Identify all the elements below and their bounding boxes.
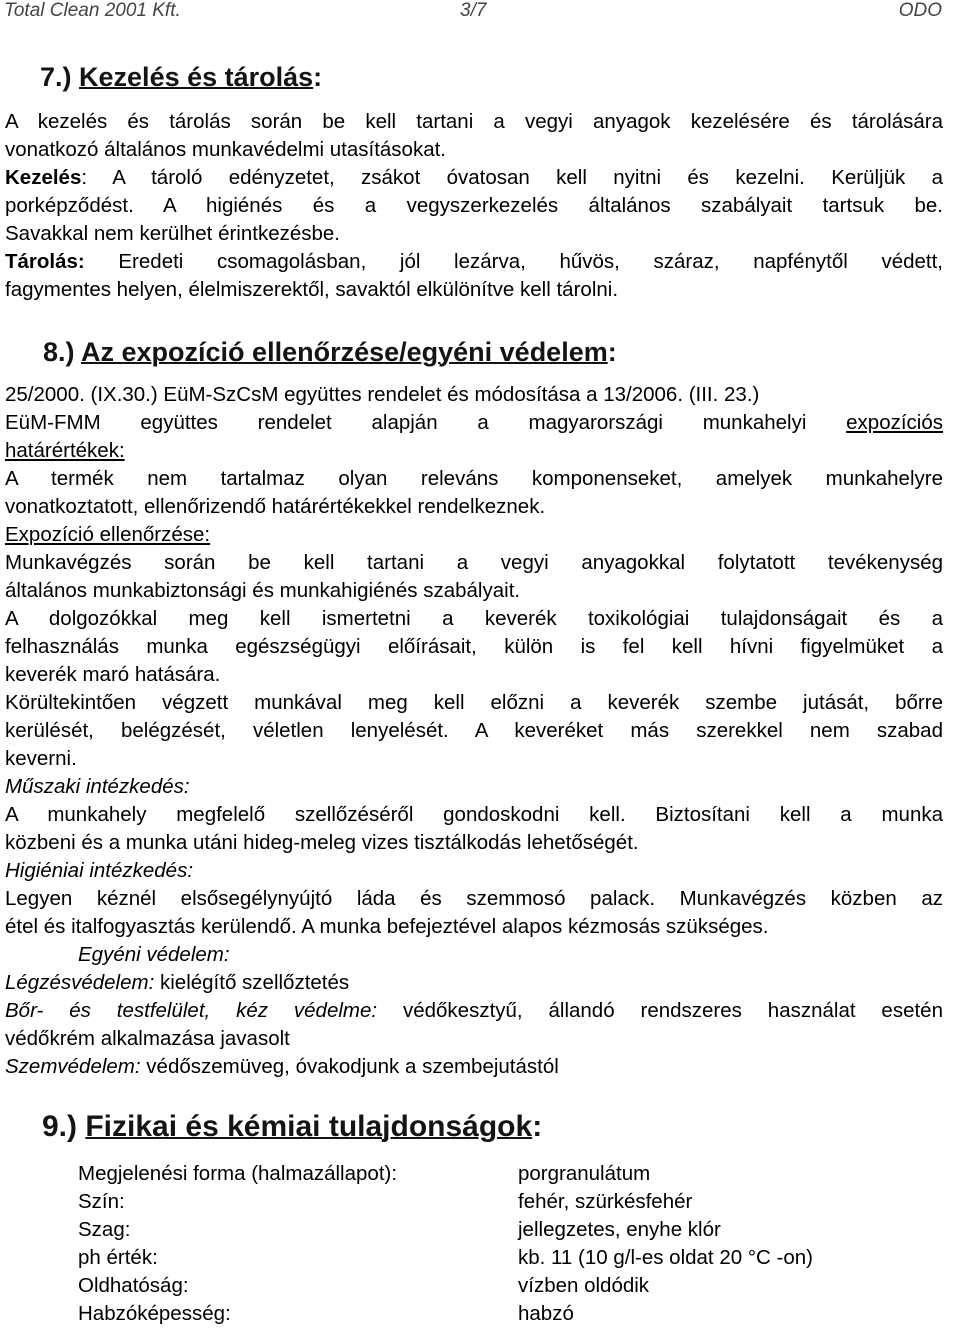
- property-row: [78, 1244, 938, 1272]
- s8-line-25: [5, 1053, 943, 1081]
- section-7-body: [5, 108, 943, 304]
- section-9-title: Fizikai és kémiai tulajdonságok: [85, 1110, 533, 1143]
- s8-line-2-text: EüM-FMM együttes rendelet alapján a magyarországi munkahelyi: [5, 411, 847, 434]
- section-8-number: 8.): [43, 337, 75, 367]
- property-value: kb. 11 (10 g/l-es oldat 20 °C -on): [518, 1246, 813, 1269]
- s7-line-2: vonatkozó általános munkavédelmi utasításokat.: [5, 138, 447, 161]
- property-value: jellegzetes, enyhe klór: [518, 1218, 721, 1241]
- legzesvedelem-label: Légzésvédelem:: [5, 971, 155, 994]
- property-value: porgranulátum: [518, 1162, 651, 1185]
- s8-line-9: A dolgozókkal meg kell ismertetni a keverék toxikológiai tulajdonságait és a: [5, 607, 943, 630]
- property-name: Oldhatóság:: [78, 1274, 189, 1297]
- s7-kezeles-line: [5, 164, 943, 192]
- s8-line-23: [5, 997, 943, 1025]
- section-7-title: Kezelés és tárolás: [79, 62, 314, 92]
- legzesvedelem-text: kielégítő szellőztetés: [154, 971, 350, 994]
- tarolas-label: Tárolás:: [5, 250, 85, 273]
- property-value: habzó: [518, 1302, 574, 1325]
- tarolas-text: Eredeti csomagolásban, jól lezárva, hűvös, száraz, napfénytől védett,: [84, 250, 943, 273]
- s8-line-3: határértékek:: [5, 439, 125, 462]
- property-row: [78, 1300, 938, 1328]
- section-7-colon: :: [313, 62, 323, 92]
- s8-line-17: közbeni és a munka utáni hideg-meleg vizes tisztálkodás lehetőségét.: [5, 831, 639, 854]
- kezeles-label: Kezelés: [5, 166, 82, 189]
- s8-line-4: A termék nem tartalmaz olyan releváns komponenseket, amelyek munkahelyre: [5, 467, 943, 490]
- s8-line-13: kerülését, belégzését, véletlen lenyelését. A keveréket más szerekkel nem szabad: [5, 719, 943, 742]
- property-name: Szag:: [78, 1218, 131, 1241]
- property-row: [78, 1216, 938, 1244]
- property-row: [78, 1188, 938, 1216]
- page-number: 3/7: [460, 0, 487, 21]
- szemvedelem-label: Szemvédelem:: [5, 1055, 141, 1078]
- borvedelem-text: védőkesztyű, állandó rendszeres használat esetén: [377, 999, 943, 1022]
- section-8-title: Az expozíció ellenőrzése/egyéni védelem: [81, 337, 608, 367]
- s8-line-12: Körültekintően végzett munkával meg kell előzni a keverék szembe jutását, bőrre: [5, 691, 943, 714]
- property-name: ph érték:: [78, 1246, 158, 1269]
- s7-line-7: fagymentes helyen, élelmiszerektől, savaktól elkülönítve kell tárolni.: [5, 278, 619, 301]
- s8-line-24: védőkrém alkalmazása javasolt: [5, 1027, 290, 1050]
- s8-line-2: [5, 409, 943, 437]
- section-8-heading: [43, 337, 617, 368]
- s7-line-5: Savakkal nem kerülhet érintkezésbe.: [5, 222, 341, 245]
- s8-line-19: Legyen kéznél elsősegélynyújtó láda és szemmosó palack. Munkavégzés közben az: [5, 887, 943, 910]
- expozicio-subheading: Expozíció ellenőrzése:: [5, 523, 211, 546]
- kezeles-text: : A tároló edényzetet, zsákot óvatosan kell nyitni és kezelni. Kerüljük a: [81, 166, 943, 189]
- property-value: vízben oldódik: [518, 1274, 650, 1297]
- section-7-heading: [40, 62, 322, 93]
- s8-line-11: keverék maró hatására.: [5, 663, 221, 686]
- egyeni-vedelem-subheading: Egyéni védelem:: [78, 943, 230, 966]
- property-name: Habzóképesség:: [78, 1302, 231, 1325]
- section-8-colon: :: [607, 337, 617, 367]
- property-name: Szín:: [78, 1190, 125, 1213]
- product-name: ODO: [898, 0, 942, 21]
- s7-line-1: A kezelés és tárolás során be kell tartani a vegyi anyagok kezelésére és tárolására: [5, 110, 943, 133]
- s8-line-14: keverni.: [5, 747, 77, 770]
- section-9-colon: :: [532, 1110, 543, 1143]
- section-9-number: 9.): [42, 1110, 78, 1143]
- higieniai-subheading: Higiéniai intézkedés:: [5, 859, 194, 882]
- section-7-number: 7.): [40, 62, 72, 92]
- properties-table: [78, 1160, 938, 1328]
- property-value: fehér, szürkésfehér: [518, 1190, 693, 1213]
- s8-line-1: 25/2000. (IX.30.) EüM-SzCsM együttes rendelet és módosítása a 13/2006. (III. 23.): [5, 383, 760, 406]
- s8-line-20: étel és italfogyasztás kerülendő. A munka befejeztével alapos kézmosás szükséges.: [5, 915, 769, 938]
- s8-line-22: [5, 969, 943, 997]
- section-9-heading: [42, 1110, 542, 1144]
- borvedelem-label: Bőr- és testfelület, kéz védelme:: [5, 999, 378, 1022]
- property-row: [78, 1160, 938, 1188]
- s8-line-10: felhasználás munka egészségügyi előírásait, külön is fel kell hívni figyelmüket a: [5, 635, 943, 658]
- s8-line-16: A munkahely megfelelő szellőzéséről gondoskodni kell. Biztosítani kell a munka: [5, 803, 943, 826]
- page-header: [0, 0, 960, 24]
- s8-line-7: Munkavégzés során be kell tartani a vegyi anyagokkal folytatott tevékenység: [5, 551, 943, 574]
- s7-line-4: porképződést. A higiénés és a vegyszerkezelés általános szabályait tartsuk be.: [5, 194, 943, 217]
- s8-line-8: általános munkabiztonsági és munkahigiénés szabályait.: [5, 579, 521, 602]
- s7-tarolas-line: [5, 248, 943, 276]
- company-name: Total Clean 2001 Kft.: [4, 0, 181, 21]
- s8-line-2-underlined: expozíciós: [846, 411, 943, 434]
- property-row: [78, 1272, 938, 1300]
- szemvedelem-text: védőszemüveg, óvakodjunk a szembejutástól: [140, 1055, 559, 1078]
- property-name: Megjelenési forma (halmazállapot):: [78, 1162, 398, 1185]
- muszaki-subheading: Műszaki intézkedés:: [5, 775, 190, 798]
- s8-line-5: vonatkoztatott, ellenőrizendő határértékekkel rendelkeznek.: [5, 495, 546, 518]
- section-8-body: [5, 381, 943, 1081]
